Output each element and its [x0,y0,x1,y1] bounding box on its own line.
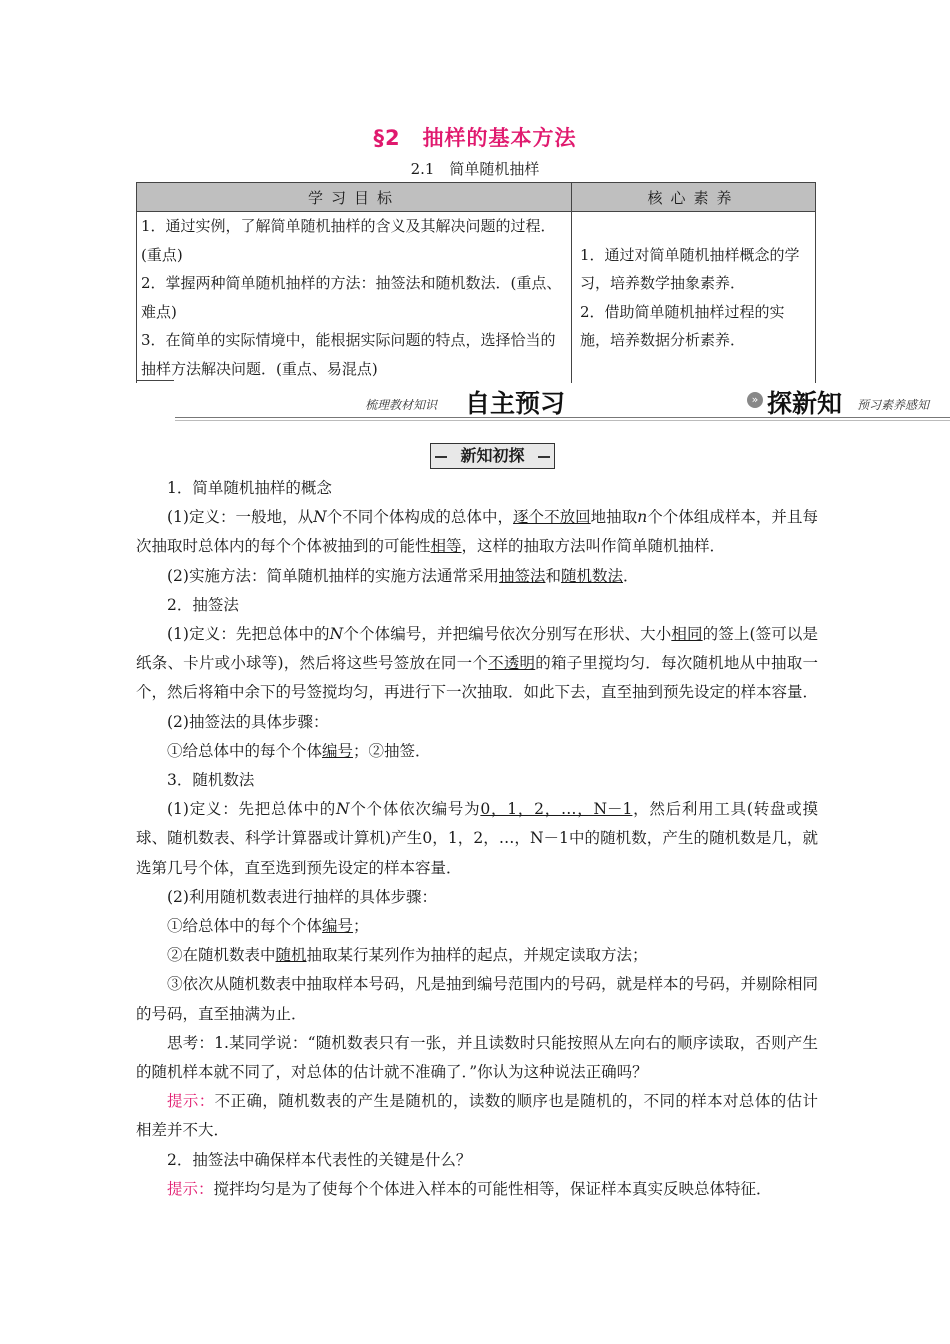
body-content [136,474,818,1204]
paragraph-lottery-definition: (1)定义：先把总体中的N个个体编号，并把编号依次分别写在形状、大小相同的签上(签可以是纸条、卡片或小球等)，然后将这些号签放在同一个不透明的箱子里搅均匀．每次随机地从中抽取一个，然后将箱中余下的号签搅均匀，再进行下一次抽取．如此下去，直至抽到预先设定的样本容量． [136,625,819,702]
banner-title-2: 探新知 [767,389,843,418]
objectives-table [136,182,816,383]
step-2: ②在随机数表中随机抽取某行某列作为抽样的起点，并规定读取方法； [167,946,648,965]
literacy-item: 1．通过对简单随机抽样概念的学习，培养数学抽象素养． [580,245,800,292]
paragraph-lottery-step-list: ①给总体中的每个个体编号；②抽签． [167,741,431,760]
section-subtitle: 2.1 简单随机抽样 [410,160,540,178]
chevron-right-icon: » [747,392,763,408]
table-bottom-rule [136,380,174,381]
paragraph-method: (2)实施方法：简单随机抽样的实施方法通常采用抽签法和随机数法． [167,566,639,585]
goal-item: 2．掌握两种简单随机抽样的方法：抽签法和随机数法．(重点、难点) [141,274,562,321]
learning-goals-cell [137,212,572,384]
heading-lottery: 2．抽签法 [167,595,239,614]
heading-random-number: 3．随机数法 [167,771,255,790]
banner-left-caption: 梳理教材知识 [365,398,438,412]
banner-right-caption: 预习素养感知 [857,398,930,412]
paragraph-lottery-steps: (2)抽签法的具体步骤： [167,712,329,731]
step-3: ③依次从随机数表中抽取样本号码，凡是抽到编号范围内的号码，就是样本的号码，并剔除相同的号码，直至抽满为止． [136,975,819,1023]
core-literacy-cell [572,212,816,384]
hint-1: 提示：不正确，随机数表的产生是随机的，读数的顺序也是随机的，不同的样本对总体的估计相差并不大． [136,1092,818,1140]
thinking-question-2: 2．抽签法中确保样本代表性的关键是什么？ [167,1150,472,1169]
header-core-literacy: 核心素养 [572,183,816,212]
paragraph-random-steps: (2)利用随机数表进行抽样的具体步骤： [167,887,437,906]
section-banner [175,384,950,418]
goal-item: 1．通过实例，了解简单随机抽样的含义及其解决问题的过程．(重点) [141,217,556,264]
header-learning-goals: 学习目标 [137,183,572,212]
goal-item: 3．在简单的实际情境中，能根据实际问题的特点，选择恰当的抽样方法解决问题．(重点、易混点) [141,331,556,378]
paragraph-definition: (1)定义：一般地，从N个不同个体构成的总体中，逐个不放回地抽取n个个体组成样本，并且每次抽取时总体内的每个个体被抽到的可能性相等，这样的抽取方法叫作简单随机抽样． [136,508,818,556]
banner-title-1: 自主预习 [465,389,566,418]
heading-concept: 1．简单随机抽样的概念 [167,479,332,497]
paragraph-random-definition: (1)定义：先把总体中的N个个体依次编号为0，1，2，…，N－1，然后利用工具(转盘或摸球、随机数表、科学计算器或计算机)产生0，1，2，…，N－1中的随机数，产生的随机数是几，就选第几号个体，直至选到预先设定的样本容量． [136,800,818,877]
thinking-question-1: 思考：1.某同学说：“随机数表只有一张，并且读数时只能按照从左向右的顺序读取，否则产生的随机样本就不同了，对总体的估计就不准确了．”你认为这种说法正确吗？ [136,1033,818,1082]
hint-2: 提示：搅拌均匀是为了使每个个体进入样本的可能性相等，保证样本真实反映总体特征． [167,1179,772,1198]
step-1: ①给总体中的每个个体编号； [167,917,369,936]
literacy-item: 2．借助简单随机抽样过程的实施，培养数据分析素养． [580,302,785,349]
page-title: §2 抽样的基本方法 [373,126,577,150]
section-box-title: 新知初探 [430,443,555,469]
